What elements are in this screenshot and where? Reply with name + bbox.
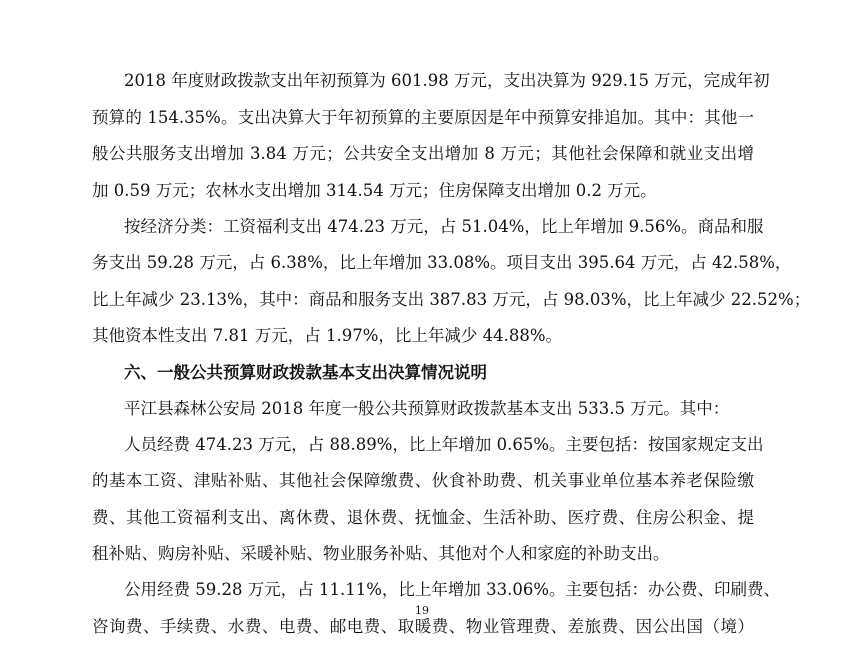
paragraph-4-line-4: 租补贴、购房补贴、采暖补贴、物业服务补贴、其他对个人和家庭的补助支出。 [92, 544, 670, 563]
page-number: 19 [415, 604, 429, 617]
paragraph-4-line-3: 费、其他工资福利支出、离休费、退休费、抚恤金、生活补助、医疗费、住房公积金、提 [92, 508, 754, 527]
paragraph-1-line-2: 预算的 154.35%。支出决算大于年初预算的主要原因是年中预算安排追加。其中：其他一 [92, 108, 754, 127]
paragraph-1-line-3: 般公共服务支出增加 3.84 万元；公共安全支出增加 8 万元；其他社会保障和就业支出增 [92, 144, 754, 163]
paragraph-3-line-1: 平江县森林公安局 2018 年度一般公共预算财政拨款基本支出 533.5 万元。其中： [124, 399, 730, 418]
paragraph-1-line-1: 2018 年度财政拨款支出年初预算为 601.98 万元，支出决算为 929.15 万元，完成年初 [124, 71, 770, 90]
paragraph-2-line-1: 按经济分类：工资福利支出 474.23 万元，占 51.04%，比上年增加 9.56%。商品和服 [124, 217, 764, 236]
paragraph-1-line-4: 加 0.59 万元；农林水支出增加 314.54 万元；住房保障支出增加 0.2 万元。 [92, 181, 657, 200]
paragraph-2-line-4: 其他资本性支出 7.81 万元，占 1.97%，比上年减少 44.88%。 [92, 326, 563, 345]
paragraph-5-line-1: 公用经费 59.28 万元，占 11.11%，比上年增加 33.06%。主要包括：办公费、印刷费、 [124, 580, 781, 599]
paragraph-5-line-2: 咨询费、手续费、水费、电费、邮电费、取暖费、物业管理费、差旅费、因公出国（境） [92, 617, 754, 636]
paragraph-2-line-2: 务支出 59.28 万元，占 6.38%，比上年增加 33.08%。项目支出 395.64 万元，占 42.58%， [92, 253, 792, 272]
paragraph-4-line-1: 人员经费 474.23 万元，占 88.89%，比上年增加 0.65%。主要包括：按国家规定支出 [124, 435, 764, 454]
section-heading: 六、一般公共预算财政拨款基本支出决算情况说明 [124, 363, 487, 382]
paragraph-2-line-3: 比上年减少 23.13%，其中：商品和服务支出 387.83 万元，占 98.03%，比上年减少 22.52%； [92, 290, 811, 309]
paragraph-4-line-2: 的基本工资、津贴补贴、其他社会保障缴费、伙食补助费、机关事业单位基本养老保险缴 [92, 471, 754, 490]
